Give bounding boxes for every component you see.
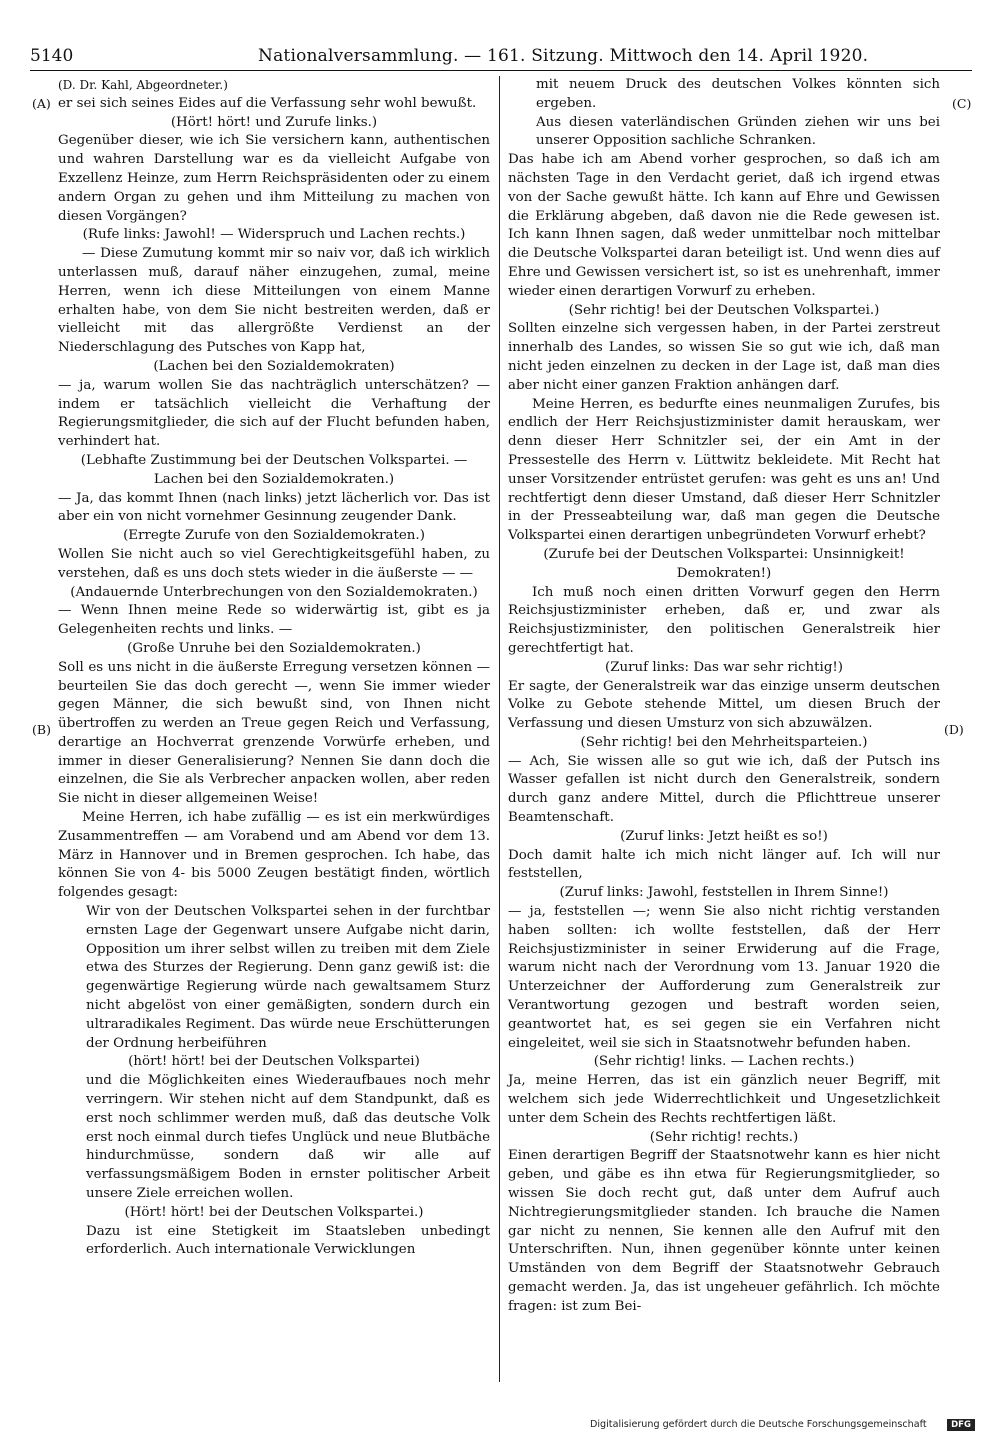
paragraph: er sei sich seines Eides auf die Verfassung sehr wohl bewußt. <box>58 95 477 111</box>
paragraph: Er sagte, der Generalstreik war das einzige unserm deutschen Volke zu Gebote stehende Mittel, um diesen Bruch der Verfassung und diesen Umsturz von sich abzuwälzen. <box>508 678 940 732</box>
paragraph: — ja, feststellen —; wenn Sie also nicht richtig verstanden haben sollten: ich wollte feststellen, daß der Herr Reichsjustizminister in seiner Erwiderung auf die Frage, warum nicht nach der Verordnung vom 13. Januar 1920 die Unterzeichner der Aufforderung zum Generalstreik zur Verantwortung gezogen und bestraft worden seien, geantwortet hat, es sei gegen sie ein Verfahren nicht eingeleitet, weil sie sich in Staatsnotwehr befunden haben. <box>508 904 940 1051</box>
digitization-credit <box>590 1418 975 1432</box>
margin-mark-d: (D) <box>944 722 964 737</box>
speaker-label: (D. Dr. Kahl, Abgeordneter.) <box>58 78 228 92</box>
left-column <box>58 76 490 1260</box>
paragraph: Meine Herren, es bedurfte eines neunmaligen Zurufes, bis endlich der Herr Reichsjustizminister damit herauskam, wer denn dieser Herr Schnitzler sei, der ein Amt in der Pressestelle des Herrn v. Lüttwitz bekleidete. Mit Recht hat unser Vorsitzender entrüstet gerufen: was geht es uns an! Und rechtfertigt denn dieser Umstand, daß dieser Herr Schnitzler in der Presseabteilung war, daß man gegen die Deutsche Volkspartei einen derartigen unbegründeten Vorwurf erhebt? <box>508 396 940 544</box>
interjection: (Zuruf links: Jawohl, feststellen in Ihrem Sinne!) <box>559 885 889 901</box>
margin-mark-a: (A) <box>32 96 51 111</box>
interjection: (Sehr richtig! links. — Lachen rechts.) <box>593 1054 855 1070</box>
column-divider <box>499 76 500 1382</box>
interjection: (Zuruf links: Das war sehr richtig!) <box>604 659 843 675</box>
page-header <box>30 44 972 68</box>
page-number: 5140 <box>30 46 74 66</box>
running-title: Nationalversammlung. — 161. Sitzung. Mittwoch den 14. April 1920. <box>258 46 869 66</box>
quotation: Aus diesen vaterländischen Gründen ziehen wir uns bei unserer Opposition sachliche Schranken. <box>536 114 940 149</box>
paragraph: Einen derartigen Begriff der Staatsnotwehr kann es hier nicht geben, und gäbe es ihn etwa für Regierungsmitglieder, so wissen Sie doch recht gut, daß unter dem Aufruf auch Nichtregierungsmitglieder standen. Ich brauche die Namen gar nicht zu nennen, Sie kennen alle den Aufruf mit den Unterschriften. Nun, ihnen gegenüber könnte unter keinen Umständen von dem Begriff der Staatsnotwehr Gebrauch gemacht werden. Ja, das ist ungeheuer gefährlich. Ich möchte fragen: ist zum Bei- <box>508 1148 940 1314</box>
paragraph: — Ja, das kommt Ihnen (nach links) jetzt lächerlich vor. Das ist aber ein von nicht vornehmer Gesinnung zeugender Dank. <box>58 490 490 525</box>
quotation: mit neuem Druck des deutschen Volkes könnten sich ergeben. <box>536 77 940 111</box>
paragraph: — ja, warum wollen Sie das nachträglich unterschätzen? — indem er tatsächlich vielleicht die Verhaftung der Regierungsmitglieder, die sich auf der Flucht befunden haben, verhindert hat. <box>58 377 490 450</box>
paragraph: Meine Herren, ich habe zufällig — es ist ein merkwürdiges Zusammentreffen — am Vorabend und am Abend vor dem 13. März in Hannover und in Bremen gesprochen. Ich habe, das können Sie von 4- bis 5000 Zeugen bestätigt finden, wörtlich folgendes gesagt: <box>58 810 490 901</box>
interjection: (Sehr richtig! bei den Mehrheitsparteien.) <box>580 734 868 750</box>
quotation: Dazu ist eine Stetigkeit im Staatsleben unbedingt erforderlich. Auch internationale Verwicklungen <box>86 1223 490 1258</box>
paragraph: Gegenüber dieser, wie ich Sie versichern kann, authentischen und wahren Darstellung war es da vielleicht Aufgabe von Exzellenz Heinze, zum Herrn Reichspräsidenten oder zu einem andern Organ zu gehen und ihm Mitteilung zu machen von diesen Vorgängen? <box>58 133 490 224</box>
interjection: (Erregte Zurufe von den Sozialdemokraten.) <box>123 528 425 544</box>
interjection: (Sehr richtig! rechts.) <box>649 1129 799 1145</box>
interjection: (Lachen bei den Sozialdemokraten) <box>153 358 395 374</box>
quotation: und die Möglichkeiten eines Wiederaufbaues noch mehr verringern. Wir stehen nicht auf dem Standpunkt, daß es erst noch schlimmer werden muß, daß das deutsche Volk erst noch einmal durch tiefes Unglück und neue Blutbäche hindurchmüsse, sondern daß wir alle auf verfassungsmäßigem Boden in ernster politischer Arbeit unsere Ziele erreichen wollen. <box>86 1073 490 1202</box>
dfg-logo: DFG <box>947 1419 975 1431</box>
interjection: (Große Unruhe bei den Sozialdemokraten.) <box>127 640 421 656</box>
quotation: Wir von der Deutschen Volkspartei sehen in der furchtbar ernsten Lage der Gegenwart unsere Aufgabe nicht darin, Opposition um ihrer selbst willen zu treiben mit dem Ziele etwa des Sturzes der Regierung. Denn ganz gewiß ist: die gegenwärtige Regierung würde nach gewaltsamem Sturz nicht abgelöst von einer gemäßigten, sondern durch ein ultraradikales Regiment. Das würde neue Erschütterungen der Ordnung herbeiführen <box>86 904 490 1051</box>
credit-text: Digitalisierung gefördert durch die Deutsche Forschungsgemeinschaft <box>590 1419 927 1430</box>
interjection: (Andauernde Unterbrechungen von den Sozialdemokraten.) <box>70 584 478 600</box>
interjection: (Hört! hört! und Zurufe links.) <box>170 114 378 130</box>
paragraph: Sollten einzelne sich vergessen haben, in der Partei zerstreut innerhalb des Landes, so wissen Sie so gut wie ich, daß man nicht jeden einzelnen zu decken in der Lage ist, daß man dies aber nicht einer ganzen Fraktion anhängen darf. <box>508 321 940 393</box>
paragraph: Ich muß noch einen dritten Vorwurf gegen den Herrn Reichsjustizminister erheben, daß er, und zwar als Reichsjustizminister, den politischen Generalstreik hier gerechtfertigt hat. <box>508 584 940 656</box>
paragraph: Das habe ich am Abend vorher gesprochen, so daß ich am nächsten Tage in den Verdacht geriet, daß ich irgend etwas von der Sache gewußt hätte. Ich kann auf Ehre und Gewissen die Erklärung abgeben, daß davon nie die Rede gewesen ist. Ich kann Ihnen sagen, daß weder unmittelbar noch mittelbar die Deutsche Volkspartei daran beteiligt ist. Und wenn dies auf Ehre und Gewissen versichert ist, so ist es unehrenhaft, immer wieder einen derartigen Vorwurf zu erheben. <box>508 152 940 299</box>
interjection: (Hört! hört! bei der Deutschen Volkspartei.) <box>124 1204 424 1220</box>
right-column <box>508 76 940 1317</box>
paragraph: Soll es uns nicht in die äußerste Erregung versetzen können — beurteilen Sie das doch gerecht —, wenn Sie immer wieder gegen Männer, die sich bewußt sind, von Ihnen nicht übertroffen zu werden an Treue gegen Reich und Verfassung, derartige an Hochverrat grenzende Vorwürfe erheben, und immer in dieser Generalisierung? Nennen Sie dann doch die einzelnen, die Sie als Verbrecher anpacken wollen, aber reden Sie nicht in dieser allgemeinen Weise! <box>58 659 490 807</box>
interjection: (Zurufe bei der Deutschen Volkspartei: Unsinnigkeit! Demokraten!) <box>543 546 905 581</box>
interjection: (Lebhafte Zustimmung bei der Deutschen Volkspartei. — Lachen bei den Sozialdemokraten.) <box>80 452 468 487</box>
paragraph: — Diese Zumutung kommt mir so naiv vor, daß ich wirklich unterlassen muß, darauf näher einzugehen, zumal, meine Herren, wenn ich diese Mitteilungen von einem Manne erhalten habe, von dem Sie nicht bestreiten werden, daß er vielleicht mit das allergrößte Verdienst an der Niederschlagung des Putsches von Kapp hat, <box>58 246 490 356</box>
paragraph: Wollen Sie nicht auch so viel Gerechtigkeitsgefühl haben, zu verstehen, daß es uns doch stets wieder in die äußerste — — <box>58 546 490 581</box>
interjection: (hört! hört! bei der Deutschen Volkspartei) <box>128 1054 420 1070</box>
paragraph: Ja, meine Herren, das ist ein gänzlich neuer Begriff, mit welchem sich jede Widerrechtlichkeit und Ungesetzlichkeit unter dem Schein des Rechts rechtfertigen läßt. <box>508 1073 940 1126</box>
margin-mark-b: (B) <box>32 722 51 737</box>
paragraph: — Ach, Sie wissen alle so gut wie ich, daß der Putsch ins Wasser gefallen ist nicht durch den Generalstreik, sondern durch ganz andere Mittel, durch die Pflichttreue unserer Beamtenschaft. <box>508 753 940 826</box>
header-rule <box>30 70 972 71</box>
margin-mark-c: (C) <box>952 96 972 111</box>
interjection: (Rufe links: Jawohl! — Widerspruch und Lachen rechts.) <box>82 227 466 243</box>
paragraph: Doch damit halte ich mich nicht länger auf. Ich will nur feststellen, <box>508 847 940 882</box>
interjection: (Sehr richtig! bei der Deutschen Volkspartei.) <box>568 302 880 318</box>
interjection: (Zuruf links: Jetzt heißt es so!) <box>620 828 828 844</box>
paragraph: — Wenn Ihnen meine Rede so widerwärtig ist, gibt es ja Gelegenheiten rechts und links. — <box>58 603 490 638</box>
